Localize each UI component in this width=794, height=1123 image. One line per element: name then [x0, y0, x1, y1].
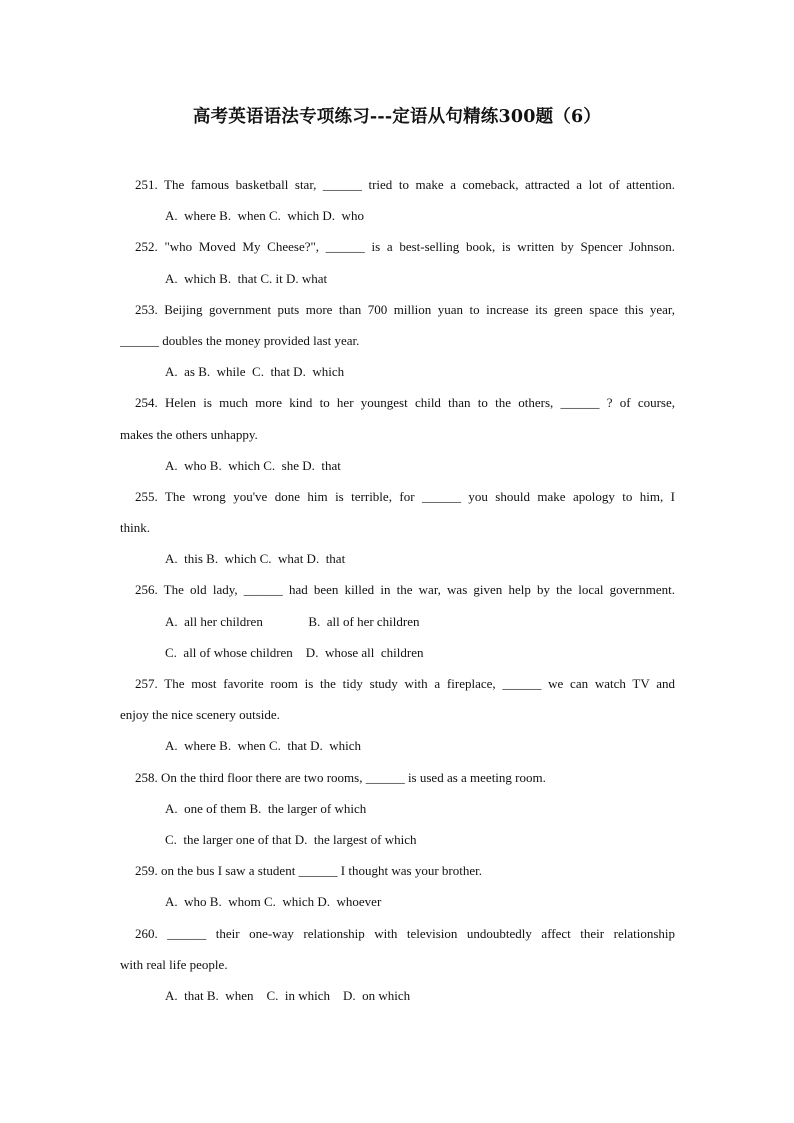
question-options: A. all her children B. all of her children	[165, 613, 420, 629]
question-options: A. which B. that C. it D. what	[165, 270, 328, 286]
question-options: A. where B. when C. which D. who	[165, 208, 364, 224]
question-stem-continued: enjoy the nice scenery outside.	[120, 707, 280, 723]
question-stem: 254. Helen is much more kind to her youngest child than to the others, ______ ? of course,	[135, 395, 675, 411]
question-stem-continued: ______ doubles the money provided last year.	[120, 332, 360, 348]
question-stem: 255. The wrong you've done him is terrible, for ______ you should make apology to him, I	[135, 488, 675, 504]
question-options: A. where B. when C. that D. which	[165, 738, 362, 754]
question-stem: 258. On the third floor there are two rooms, ______ is used as a meeting room.	[135, 769, 546, 785]
question-260	[120, 918, 675, 1012]
question-253	[120, 294, 675, 388]
question-list	[120, 169, 675, 1011]
question-stem: 256. The old lady, ______ had been killed in the war, was given help by the local government.	[135, 582, 675, 598]
question-options: A. who B. which C. she D. that	[165, 457, 341, 473]
question-options: A. this B. which C. what D. that	[165, 551, 346, 567]
question-stem: 253. Beijing government puts more than 700 million yuan to increase its green space this year,	[135, 301, 675, 317]
question-251	[120, 169, 675, 231]
question-252	[120, 231, 675, 293]
question-options: A. that B. when C. in which D. on which	[165, 987, 411, 1003]
question-stem-continued: think.	[120, 520, 150, 536]
question-options: C. all of whose children D. whose all children	[165, 644, 424, 660]
question-options: A. who B. whom C. which D. whoever	[165, 894, 382, 910]
question-stem: 257. The most favorite room is the tidy study with a fireplace, ______ we can watch TV and	[135, 676, 675, 691]
question-stem: 251. The famous basketball star, ______ tried to make a comeback, attracted a lot of attention.	[135, 177, 675, 192]
question-256	[120, 574, 675, 668]
question-stem-continued: with real life people.	[120, 956, 228, 972]
question-options: A. as B. while C. that D. which	[165, 364, 345, 380]
question-stem: 259. on the bus I saw a student ______ I thought was your brother.	[135, 863, 482, 879]
question-255	[120, 481, 675, 575]
question-stem: 260. ______ their one-way relationship with television undoubtedly affect their relationship	[135, 925, 675, 941]
question-options: A. one of them B. the larger of which	[165, 800, 367, 816]
question-254	[120, 387, 675, 481]
page-title: 高考英语语法专项练习---定语从句精练300题（6）	[192, 107, 602, 127]
question-options: C. the larger one of that D. the largest of which	[165, 831, 417, 847]
question-stem-continued: makes the others unhappy.	[120, 426, 258, 442]
question-258	[120, 762, 675, 856]
question-257	[120, 668, 675, 762]
question-stem: 252. "who Moved My Cheese?", ______ is a best-selling book, is written by Spencer Johnson.	[135, 239, 675, 255]
question-259	[120, 855, 675, 917]
